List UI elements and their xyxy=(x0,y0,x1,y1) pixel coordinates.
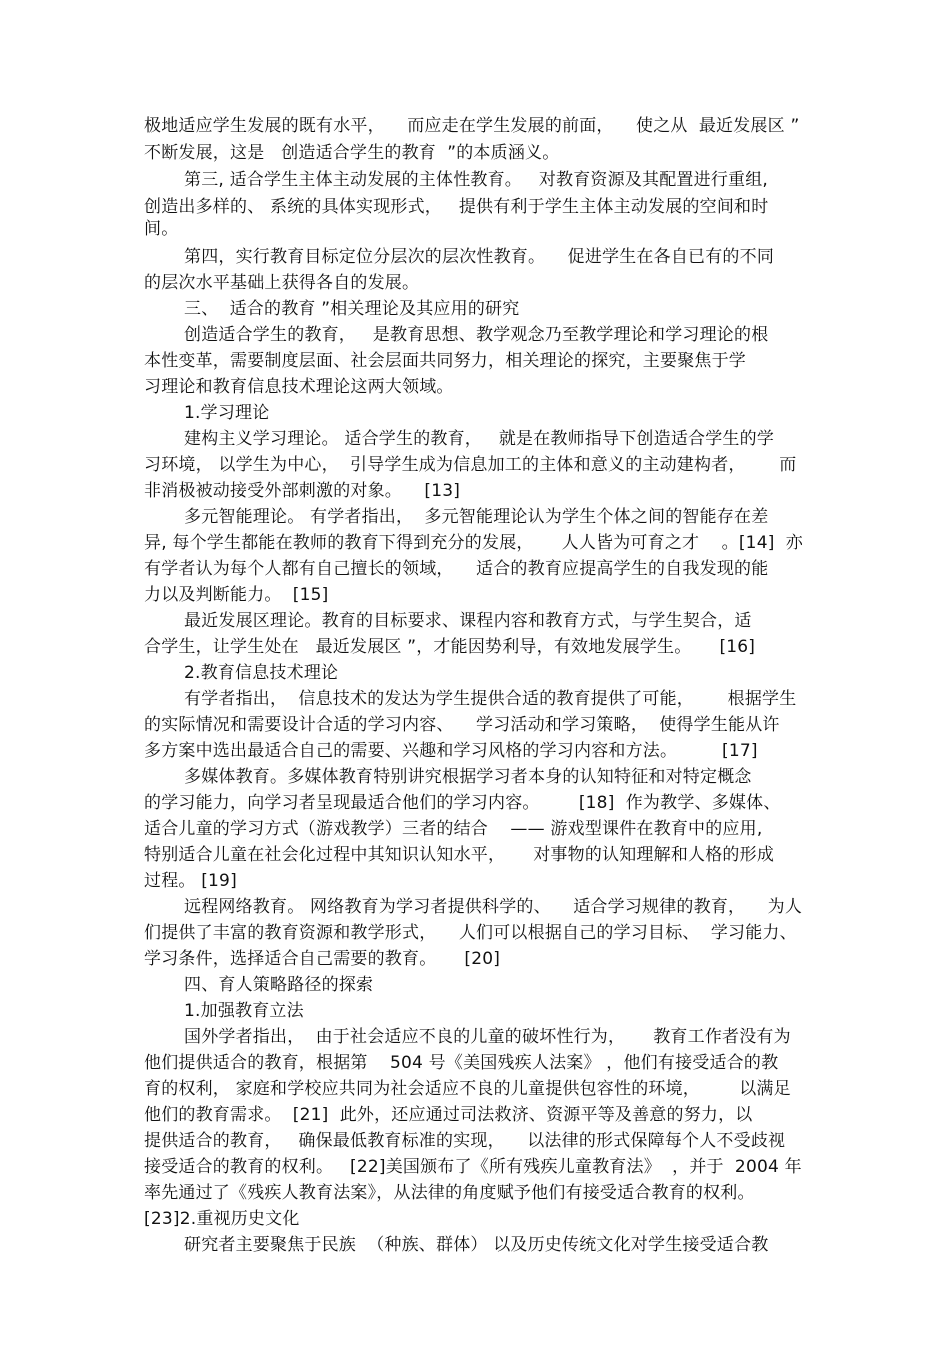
text-line: 习环境， 以学生为中心， 引导学生成为信息加工的主体和意义的主动建构者， 而 xyxy=(144,455,797,475)
text-line: 们提供了丰富的教育资源和教学形式， 人们可以根据自己的学习目标、 学习能力、 xyxy=(144,923,797,943)
subsection-heading: 1.学习理论 xyxy=(184,403,270,423)
text-line: 最近发展区理论。教育的目标要求、课程内容和教育方式，与学生契合，适 xyxy=(184,611,752,631)
text-line: 他们的教育需求。 [21] 此外，还应通过司法救济、资源平等及善意的努力，以 xyxy=(144,1105,753,1125)
text-line: 第四，实行教育目标定位分层次的层次性教育。 促进学生在各自已有的不同 xyxy=(184,247,775,267)
text-line: 多媒体教育。多媒体教育特别讲究根据学习者本身的认知特征和对特定概念 xyxy=(184,767,752,787)
text-line: 极地适应学生发展的既有水平， 而应走在学生发展的前面， 使之从 最近发展区 ” xyxy=(144,116,800,136)
section-heading: 四、育人策略路径的探索 xyxy=(184,975,374,995)
text-line: 建构主义学习理论。 适合学生的教育， 就是在教师指导下创造适合学生的学 xyxy=(184,429,775,449)
text-line: 远程网络教育。 网络教育为学习者提供科学的、 适合学习规律的教育， 为人 xyxy=(184,897,803,917)
text-line: 合学生，让学生处在 最近发展区 ”，才能因势利导，有效地发展学生。 [16] xyxy=(144,637,756,657)
text-line: 提供适合的教育， 确保最低教育标准的实现， 以法律的形式保障每个人不受歧视 xyxy=(144,1131,786,1151)
text-line: 多元智能理论。 有学者指出， 多元智能理论认为学生个体之间的智能存在差 xyxy=(184,507,769,527)
text-line: 研究者主要聚焦于民族 （种族、群体） 以及历史传统文化对学生接受适合教 xyxy=(184,1235,769,1255)
text-line: 的层次水平基础上获得各自的发展。 xyxy=(144,273,420,293)
text-line: 创造出多样的、 系统的具体实现形式， 提供有利于学生主体主动发展的空间和时 xyxy=(144,197,769,217)
text-line: 力以及判断能力。 [15] xyxy=(144,585,329,605)
text-line: 育的权利， 家庭和学校应共同为社会适应不良的儿童提供包容性的环境， 以满足 xyxy=(144,1079,791,1099)
text-line: 第三, 适合学生主体主动发展的主体性教育。 对教育资源及其配置进行重组, xyxy=(184,170,769,190)
text-line: 有学者指出， 信息技术的发达为学生提供合适的教育提供了可能， 根据学生 xyxy=(184,689,797,709)
text-line: 创造适合学生的教育， 是教育思想、教学观念乃至教学理论和学习理论的根 xyxy=(184,325,769,345)
text-line: 他们提供适合的教育，根据第 504 号《美国残疾人法案》 ，他们有接受适合的教 xyxy=(144,1053,779,1073)
text-line: 国外学者指出， 由于社会适应不良的儿童的破坏性行为， 教育工作者没有为 xyxy=(184,1027,791,1047)
text-line: 有学者认为每个人都有自己擅长的领域， 适合的教育应提高学生的自我发现的能 xyxy=(144,559,769,579)
subsection-heading: 2.教育信息技术理论 xyxy=(184,663,339,683)
text-line: 的学习能力，向学习者呈现最适合他们的学习内容。 [18] 作为教学、多媒体、 xyxy=(144,793,781,813)
text-line: 不断发展，这是 创造适合学生的教育 ”的本质涵义。 xyxy=(144,143,560,163)
text-line: 率先通过了《残疾人教育法案》，从法律的角度赋予他们有接受适合教育的权利。 xyxy=(144,1183,755,1203)
text-line: 间。 xyxy=(144,219,179,239)
text-line: 适合儿童的学习方式（游戏教学）三者的结合 —— 游戏型课件在教育中的应用, xyxy=(144,819,763,839)
text-line: 异, 每个学生都能在教师的教育下得到充分的发展， 人人皆为可育之才 。[14] 亦 xyxy=(144,533,803,553)
subsection-heading: 1.加强教育立法 xyxy=(184,1001,304,1021)
section-heading: 三、 适合的教育 ”相关理论及其应用的研究 xyxy=(184,299,520,319)
text-line: 特别适合儿童在社会化过程中其知识认知水平， 对事物的认知理解和人格的形成 xyxy=(144,845,775,865)
text-line: [23]2.重视历史文化 xyxy=(144,1209,300,1229)
text-line: 接受适合的教育的权利。 [22]美国颁布了《所有残疾儿童教育法》 ，并于 2004 年 xyxy=(144,1157,802,1177)
text-line: 非消极被动接受外部刺激的对象。 [13] xyxy=(144,481,461,501)
text-line: 多方案中选出最适合自己的需要、兴趣和学习风格的学习内容和方法。 [17] xyxy=(144,741,758,761)
text-line: 的实际情况和需要设计合适的学习内容、 学习活动和学习策略， 使得学生能从许 xyxy=(144,715,780,735)
text-line: 学习条件，选择适合自己需要的教育。 [20] xyxy=(144,949,501,969)
text-line: 本性变革，需要制度层面、社会层面共同努力，相关理论的探究，主要聚焦于学 xyxy=(144,351,746,371)
text-line: 过程。 [19] xyxy=(144,871,237,891)
text-line: 习理论和教育信息技术理论这两大领域。 xyxy=(144,377,454,397)
